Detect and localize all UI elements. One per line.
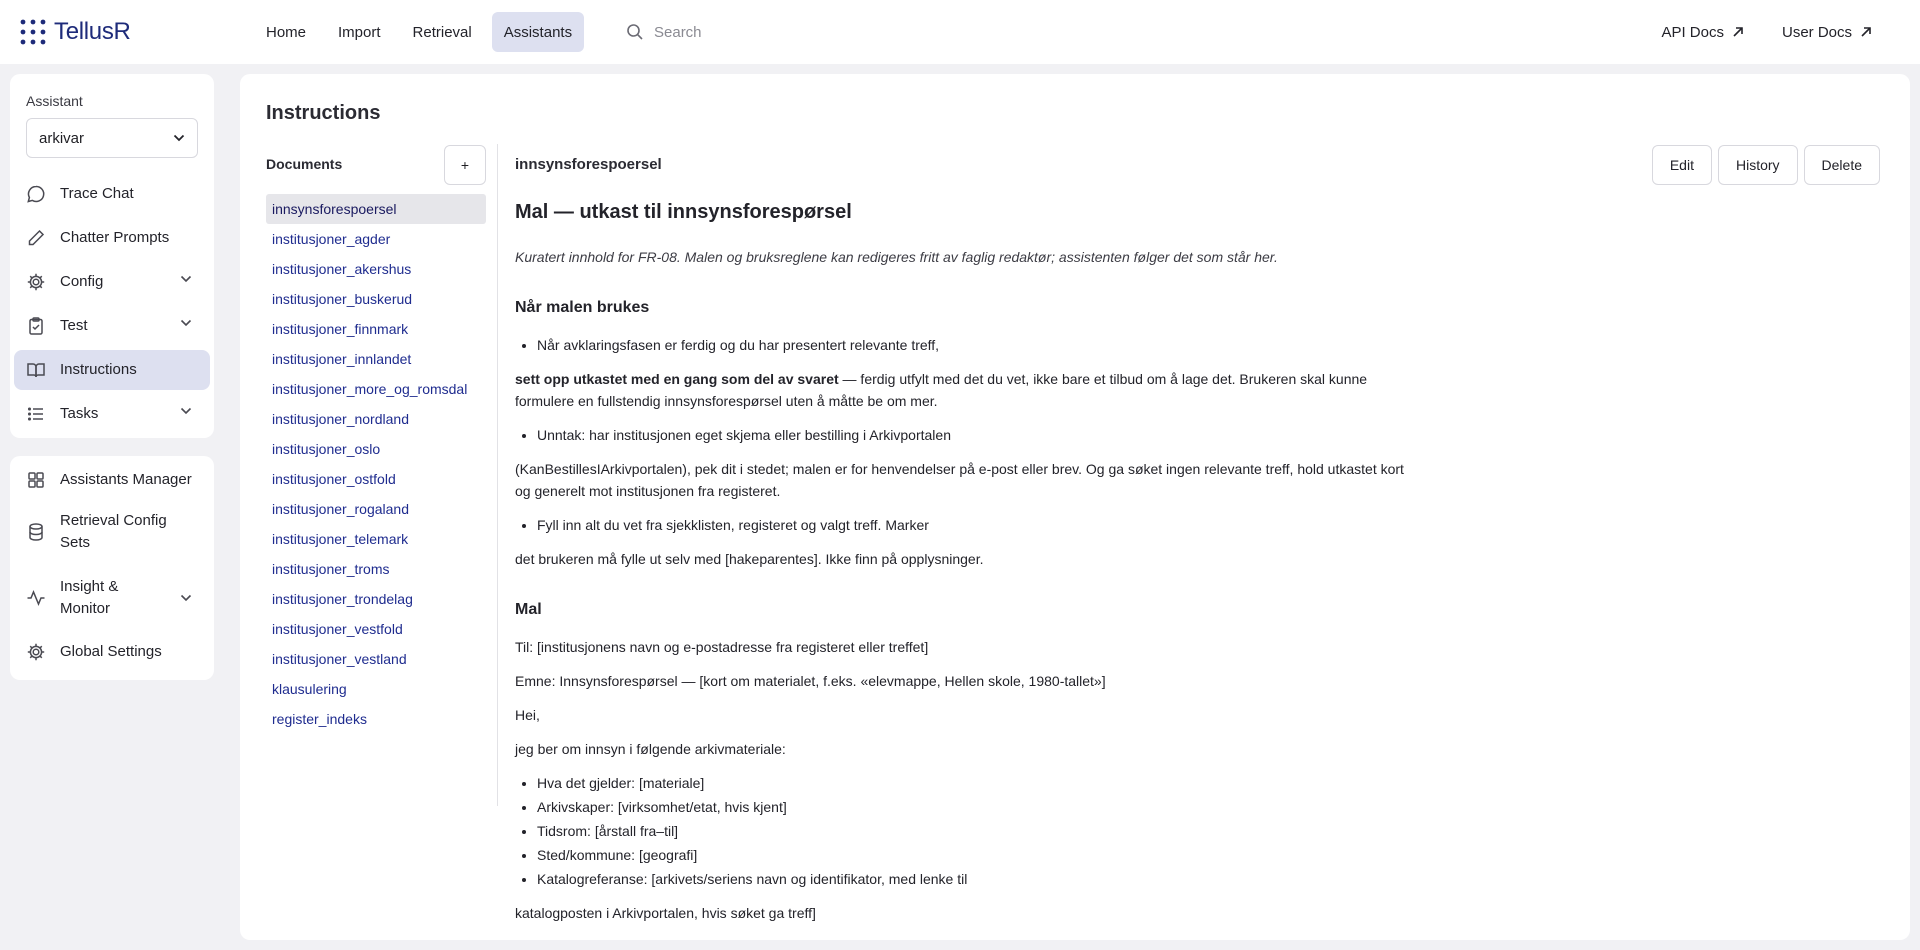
document-item[interactable]: register_indeks bbox=[272, 711, 367, 727]
pencil-icon bbox=[26, 228, 46, 248]
document-item[interactable]: institusjoner_trondelag bbox=[272, 591, 413, 607]
sidebar-item-label: Tasks bbox=[60, 405, 99, 422]
document-item[interactable]: institusjoner_more_og_romsdal bbox=[272, 381, 468, 397]
assistant-select[interactable] bbox=[26, 118, 198, 158]
sidebar-item-test[interactable] bbox=[14, 306, 210, 346]
history-button[interactable]: History bbox=[1718, 145, 1798, 185]
list-item: • Unntak: har institusjonen eget skjema eller bestilling i Arkivportalen bbox=[537, 424, 1415, 446]
page-title: Instructions bbox=[266, 102, 381, 124]
document-item[interactable]: institusjoner_vestland bbox=[272, 651, 407, 667]
document-item[interactable]: institusjoner_rogaland bbox=[272, 501, 409, 517]
gear-icon bbox=[26, 272, 46, 292]
user-docs-label: User Docs bbox=[1781, 23, 1852, 41]
section-heading: Når malen brukes bbox=[515, 299, 650, 316]
external-arrow-icon bbox=[1732, 26, 1744, 38]
document-content bbox=[515, 198, 1415, 936]
sidebar-admin-panel bbox=[10, 456, 214, 680]
top-links bbox=[1657, 12, 1876, 52]
template-greeting: Hei, bbox=[515, 707, 540, 723]
list-item: • Arkivskaper: [virksomhet/etat, hvis kjent] bbox=[537, 796, 1415, 818]
sidebar-item-assistants-manager[interactable] bbox=[14, 460, 210, 500]
sidebar-item-label: Test bbox=[60, 317, 88, 334]
template-fields-list bbox=[537, 772, 1415, 890]
api-docs-label: API Docs bbox=[1661, 23, 1724, 41]
panel-divider bbox=[497, 144, 498, 806]
assistant-select-value: arkivar bbox=[39, 129, 85, 147]
nav-assistants[interactable]: Assistants bbox=[492, 12, 584, 52]
list-icon bbox=[26, 404, 46, 424]
sidebar-item-instructions[interactable] bbox=[14, 350, 210, 390]
chat-bubble-icon bbox=[26, 184, 46, 204]
user-docs-link[interactable] bbox=[1778, 12, 1876, 52]
document-intro: Kuratert innhold for FR-08. Malen og bruksreglene kan redigeres fritt av faglig redaktør; assistenten følger det som står her. bbox=[515, 249, 1278, 265]
main-nav bbox=[254, 12, 584, 52]
logo-icon bbox=[20, 19, 46, 45]
list-item: • Hva det gjelder: [materiale] bbox=[537, 772, 1415, 794]
nav-home[interactable]: Home bbox=[266, 23, 307, 41]
sidebar-item-label: Chatter Prompts bbox=[60, 229, 170, 246]
sidebar-item-global-settings[interactable] bbox=[14, 632, 210, 672]
chevron-down-icon bbox=[180, 319, 192, 327]
sidebar-assistant-panel bbox=[10, 74, 214, 438]
documents-heading: Documents bbox=[266, 156, 343, 172]
chevron-down-icon bbox=[180, 407, 192, 415]
paragraph: katalogposten i Arkivportalen, hvis søket ga treff] bbox=[515, 905, 816, 921]
document-list bbox=[266, 194, 486, 734]
document-item[interactable]: institusjoner_innlandet bbox=[272, 351, 412, 367]
document-item[interactable]: institusjoner_akershus bbox=[272, 261, 412, 277]
document-item[interactable]: institusjoner_vestfold bbox=[272, 621, 403, 637]
template-subject-line: Emne: Innsynsforespørsel — [kort om materialet, f.eks. «elevmappe, Hellen skole, 1980-tallet»] bbox=[515, 673, 1106, 689]
document-heading: Mal — utkast til innsynsforespørsel bbox=[515, 201, 852, 223]
activity-icon bbox=[26, 588, 46, 608]
template-to-line: Til: [institusjonens navn og e-postadresse fra registeret eller treffet] bbox=[515, 639, 929, 655]
delete-button[interactable]: Delete bbox=[1804, 145, 1880, 185]
bullet-list bbox=[537, 334, 1415, 356]
bullet-list bbox=[537, 514, 1415, 536]
chevron-down-icon bbox=[180, 594, 192, 602]
document-item[interactable]: institusjoner_nordland bbox=[272, 411, 409, 427]
document-item[interactable]: klausulering bbox=[272, 681, 347, 697]
logo[interactable] bbox=[20, 16, 131, 48]
add-document-button[interactable]: + bbox=[444, 145, 486, 185]
sidebar-item-label: Retrieval Config Sets bbox=[60, 512, 167, 551]
sidebar-item-config[interactable] bbox=[14, 262, 210, 302]
bullet-list bbox=[537, 424, 1415, 446]
sidebar-item-label: Trace Chat bbox=[60, 185, 134, 202]
database-icon bbox=[26, 522, 46, 542]
external-arrow-icon bbox=[1860, 26, 1872, 38]
document-item[interactable]: institusjoner_telemark bbox=[272, 531, 409, 547]
api-docs-link[interactable] bbox=[1657, 12, 1748, 52]
sidebar-item-retrieval-config-sets[interactable] bbox=[14, 508, 210, 556]
paragraph: det brukeren må fylle ut selv med [hakeparentes]. Ikke finn på opplysninger. bbox=[515, 551, 984, 567]
assistant-label: Assistant bbox=[26, 93, 83, 109]
sidebar-item-insight-monitor[interactable] bbox=[14, 574, 210, 622]
sidebar-item-label: Instructions bbox=[60, 361, 137, 378]
top-bar bbox=[0, 0, 1920, 64]
document-item[interactable]: institusjoner_ostfold bbox=[272, 471, 396, 487]
template-request-line: jeg ber om innsyn i følgende arkivmateriale: bbox=[515, 741, 786, 757]
document-actions bbox=[1652, 145, 1880, 185]
paragraph bbox=[515, 368, 1415, 412]
document-item[interactable]: institusjoner_agder bbox=[272, 231, 391, 247]
document-item[interactable]: institusjoner_troms bbox=[272, 561, 390, 577]
search-icon bbox=[626, 23, 644, 41]
bold-text: sett opp utkastet med en gang som del av svaret bbox=[515, 371, 839, 387]
section-heading: Mal bbox=[515, 601, 542, 618]
list-item: • Fyll inn alt du vet fra sjekklisten, registeret og valgt treff. Marker bbox=[537, 514, 1415, 536]
list-item: • Tidsrom: [årstall fra–til] bbox=[537, 820, 1415, 842]
gear-icon bbox=[26, 642, 46, 662]
document-item[interactable]: innsynsforespoersel bbox=[266, 194, 486, 224]
sidebar-item-label: Insight & Monitor bbox=[60, 578, 119, 617]
brand-name: TellusR bbox=[54, 18, 131, 45]
paragraph-text: — ferdig utfylt med det du vet, ikke bare et tilbud om å lage det. Brukeren skal kunne formulere en fullstendig innsynsforespørsel uten å måtte be om mer. bbox=[515, 371, 1368, 409]
sidebar-item-chatter-prompts[interactable] bbox=[14, 218, 210, 258]
sidebar-item-label: Global Settings bbox=[60, 643, 162, 660]
document-item[interactable]: institusjoner_oslo bbox=[272, 441, 381, 457]
sidebar-item-tasks[interactable] bbox=[14, 394, 210, 434]
chevron-down-icon bbox=[173, 134, 185, 142]
list-item: • Katalogreferanse: [arkivets/seriens navn og identifikator, med lenke til bbox=[537, 868, 1415, 890]
sidebar-item-label: Assistants Manager bbox=[60, 471, 192, 488]
selected-document-title: innsynsforespoersel bbox=[515, 156, 662, 173]
nav-retrieval[interactable]: Retrieval bbox=[412, 23, 472, 41]
search-input[interactable] bbox=[654, 24, 834, 41]
clipboard-icon bbox=[26, 316, 46, 336]
list-item: • Når avklaringsfasen er ferdig og du har presentert relevante treff, bbox=[537, 334, 1415, 356]
document-item[interactable]: institusjoner_buskerud bbox=[272, 291, 413, 307]
list-item: • Sted/kommune: [geografi] bbox=[537, 844, 1415, 866]
chevron-down-icon bbox=[180, 275, 192, 283]
sidebar-item-trace-chat[interactable] bbox=[14, 174, 210, 214]
sidebar-item-label: Config bbox=[60, 273, 104, 290]
book-icon bbox=[26, 360, 46, 380]
paragraph: (KanBestillesIArkivportalen), pek dit i stedet; malen er for henvendelser på e-post eller brev. Og ga søket ingen relevante treff, hold utkastet kort og generelt mot institusjonen fra registeret. bbox=[515, 461, 1404, 499]
document-item[interactable]: institusjoner_finnmark bbox=[272, 321, 409, 337]
grid-icon bbox=[26, 470, 46, 490]
search-box[interactable] bbox=[626, 12, 866, 52]
main-panel bbox=[240, 74, 1910, 940]
edit-button[interactable]: Edit bbox=[1652, 145, 1712, 185]
nav-import[interactable]: Import bbox=[338, 23, 381, 41]
